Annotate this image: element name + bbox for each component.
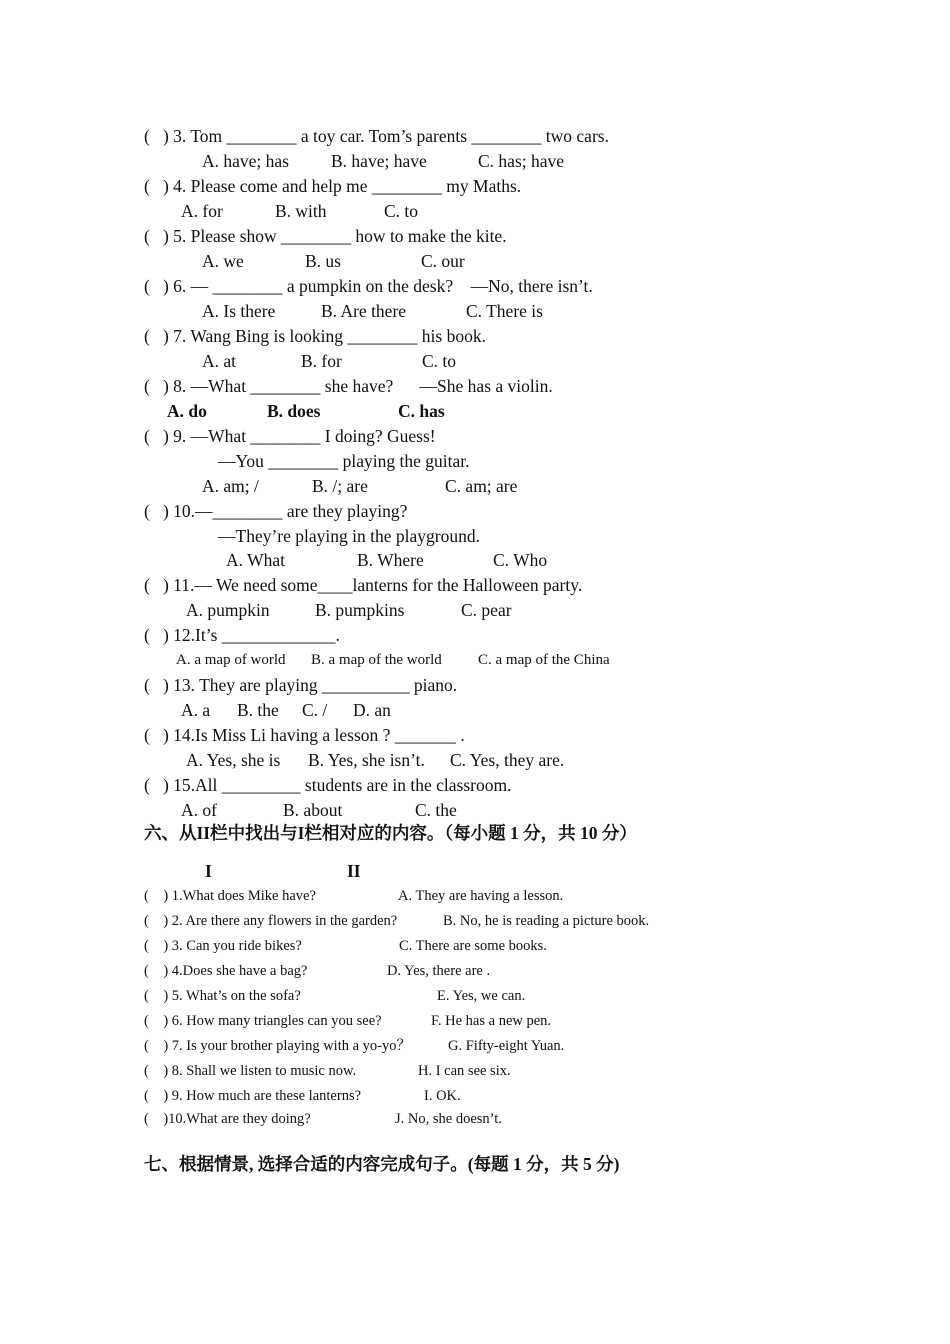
question-14: ( ) 14.Is Miss Li having a lesson ? _______ . [144, 725, 465, 745]
match-left-1: ( ) 1.What does Mike have? [144, 888, 316, 904]
question-7: ( ) 7. Wang Bing is looking ________ his book. [144, 326, 486, 346]
question-15: ( ) 15.All _________ students are in the classroom. [144, 775, 512, 795]
q13-option-d: D. an [353, 700, 391, 720]
q14-option-a: A. Yes, she is [186, 750, 281, 770]
match-left-7: ( ) 7. Is your brother playing with a yo-yo？ [144, 1038, 411, 1054]
q15-option-b: B. about [283, 800, 343, 820]
match-right-g: G. Fifty-eight Yuan. [448, 1038, 565, 1054]
question-10: ( ) 10.—________ are they playing? [144, 501, 408, 521]
question-9-line2: —You ________ playing the guitar. [218, 451, 470, 471]
column-i-label: I [205, 861, 212, 881]
q9-option-a: A. am; / [202, 476, 259, 496]
match-right-c: C. There are some books. [399, 938, 547, 954]
question-5: ( ) 5. Please show ________ how to make the kite. [144, 226, 507, 246]
question-13: ( ) 13. They are playing __________ piano. [144, 675, 458, 695]
match-left-9: ( ) 9. How much are these lanterns? [144, 1088, 362, 1104]
match-right-e: E. Yes, we can. [437, 988, 526, 1004]
q4-option-b: B. with [275, 201, 327, 221]
q7-option-c: C. to [422, 351, 457, 371]
question-8: ( ) 8. —What ________ she have? —She has a violin. [144, 376, 553, 396]
q14-option-b: B. Yes, she isn’t. [308, 750, 425, 770]
q15-option-c: C. the [415, 800, 457, 820]
q13-option-b: B. the [237, 700, 279, 720]
match-left-6: ( ) 6. How many triangles can you see? [144, 1013, 382, 1029]
q11-option-a: A. pumpkin [186, 600, 270, 620]
q15-option-a: A. of [181, 800, 217, 820]
match-right-a: A. They are having a lesson. [398, 888, 564, 904]
match-right-b: B. No, he is reading a picture book. [443, 913, 650, 929]
q12-option-c: C. a map of the China [478, 652, 610, 668]
question-6: ( ) 6. — ________ a pumpkin on the desk? —No, there isn’t. [144, 276, 593, 296]
q8-option-c: C. has [398, 401, 445, 421]
question-9: ( ) 9. —What ________ I doing? Guess! [144, 426, 436, 446]
q8-option-a: A. do [167, 401, 207, 421]
q12-option-a: A. a map of world [176, 652, 286, 668]
column-ii-label: II [347, 861, 361, 881]
question-3: ( ) 3. Tom ________ a toy car. Tom’s parents ________ two cars. [144, 126, 609, 146]
match-right-j: J. No, she doesn’t. [395, 1111, 502, 1127]
match-left-4: ( ) 4.Does she have a bag? [144, 963, 308, 979]
q9-option-c: C. am; are [445, 476, 518, 496]
match-left-10: ( )10.What are they doing? [144, 1111, 311, 1127]
q3-option-a: A. have; has [202, 151, 289, 171]
q7-option-a: A. at [202, 351, 237, 371]
q10-option-b: B. Where [357, 550, 424, 570]
q13-option-c: C. / [302, 700, 328, 720]
match-left-5: ( ) 5. What’s on the sofa? [144, 988, 301, 1004]
question-10-line2: —They’re playing in the playground. [218, 526, 480, 546]
q5-option-c: C. our [421, 251, 465, 271]
q12-option-b: B. a map of the world [311, 652, 442, 668]
match-right-h: H. I can see six. [418, 1063, 511, 1079]
q3-option-c: C. has; have [478, 151, 565, 171]
q5-option-b: B. us [305, 251, 341, 271]
match-left-8: ( ) 8. Shall we listen to music now. [144, 1063, 357, 1079]
section-6-heading: 六、从II栏中找出与I栏相对应的内容。（每小题 1 分，共 10 分） [144, 823, 637, 843]
match-left-2: ( ) 2. Are there any flowers in the garden? [144, 913, 398, 929]
question-11: ( ) 11.— We need some____lanterns for the Halloween party. [144, 575, 583, 595]
section-7-heading: 七、根据情景, 选择合适的内容完成句子。(每题 1 分，共 5 分) [144, 1154, 620, 1174]
q10-option-a: A. What [226, 550, 285, 570]
match-right-d: D. Yes, there are . [387, 963, 491, 979]
q8-option-b: B. does [267, 401, 321, 421]
question-4: ( ) 4. Please come and help me ________ my Maths. [144, 176, 522, 196]
match-right-f: F. He has a new pen. [431, 1013, 552, 1029]
q5-option-a: A. we [202, 251, 244, 271]
q4-option-a: A. for [181, 201, 223, 221]
q13-option-a: A. a [181, 700, 211, 720]
match-left-3: ( ) 3. Can you ride bikes? [144, 938, 302, 954]
q10-option-c: C. Who [493, 550, 548, 570]
q3-option-b: B. have; have [331, 151, 427, 171]
q11-option-b: B. pumpkins [315, 600, 405, 620]
q6-option-a: A. Is there [202, 301, 276, 321]
q14-option-c: C. Yes, they are. [450, 750, 565, 770]
q7-option-b: B. for [301, 351, 342, 371]
q6-option-b: B. Are there [321, 301, 407, 321]
q6-option-c: C. There is [466, 301, 543, 321]
match-right-i: I. OK. [424, 1088, 461, 1104]
q11-option-c: C. pear [461, 600, 512, 620]
q4-option-c: C. to [384, 201, 419, 221]
question-12: ( ) 12.It’s _____________. [144, 625, 340, 645]
q9-option-b: B. /; are [312, 476, 368, 496]
